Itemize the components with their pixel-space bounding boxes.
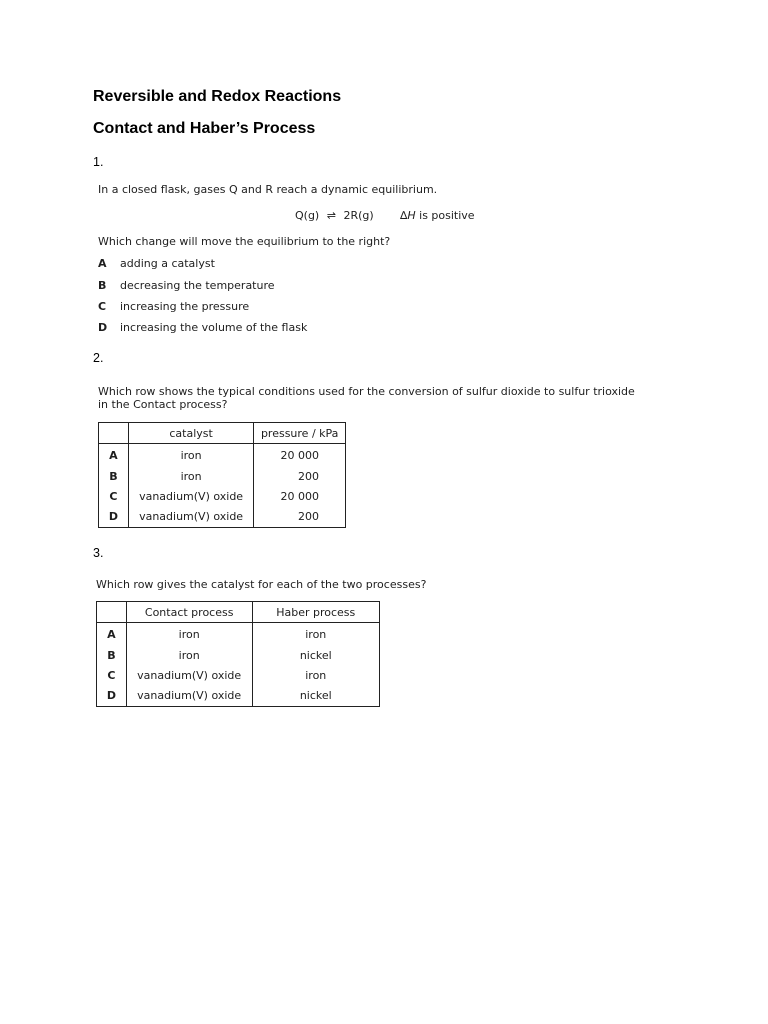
row-letter: C (99, 487, 129, 507)
table-header: pressure / kPa (254, 423, 346, 444)
contact-catalyst-cell: vanadium(V) oxide (126, 686, 252, 707)
pressure-cell: 20 000 (254, 487, 346, 507)
option-letter: D (98, 321, 108, 334)
pressure-cell: 200 (254, 467, 346, 487)
option-row (98, 279, 275, 292)
table-header: Haber process (252, 602, 379, 623)
table-row (97, 623, 380, 646)
row-letter: D (99, 507, 129, 528)
table-row (99, 487, 346, 507)
catalyst-cell: vanadium(V) oxide (128, 507, 254, 528)
option-row (98, 300, 250, 313)
table-header (99, 423, 129, 444)
haber-catalyst-cell: nickel (252, 686, 379, 707)
equation-left: Q(g) (295, 209, 320, 222)
row-letter: D (97, 686, 127, 707)
equation-right: 2R(g) (343, 209, 374, 222)
contact-catalyst-cell: iron (126, 623, 252, 646)
row-letter: B (99, 467, 129, 487)
question-2-number: 2. (93, 351, 104, 365)
enthalpy-text: is positive (415, 209, 475, 222)
table-row (99, 467, 346, 487)
question-3-prompt: Which row gives the catalyst for each of the two processes? (96, 578, 427, 591)
question-2-table (98, 422, 346, 528)
option-text: increasing the pressure (120, 300, 250, 313)
question-1-number: 1. (93, 155, 104, 169)
page-title: Reversible and Redox Reactions (93, 88, 342, 105)
option-letter: A (98, 257, 107, 270)
haber-catalyst-cell: iron (252, 666, 379, 686)
catalyst-cell: iron (128, 467, 254, 487)
question-2-prompt-line-2: in the Contact process? (98, 398, 228, 411)
table-header: Contact process (126, 602, 252, 623)
pressure-cell: 20 000 (254, 444, 346, 467)
option-row (98, 321, 308, 334)
contact-catalyst-cell: vanadium(V) oxide (126, 666, 252, 686)
option-text: decreasing the temperature (120, 279, 275, 292)
question-3-number: 3. (93, 546, 104, 560)
catalyst-cell: vanadium(V) oxide (128, 487, 254, 507)
pressure-cell: 200 (254, 507, 346, 528)
question-1-enthalpy (400, 209, 475, 222)
option-text: adding a catalyst (120, 257, 215, 270)
option-text: increasing the volume of the flask (120, 321, 308, 334)
option-row (98, 257, 215, 270)
option-letter: B (98, 279, 107, 292)
table-row (97, 646, 380, 666)
delta-symbol: ∆ (400, 209, 408, 222)
table-header-row (99, 423, 346, 444)
table-header-row (97, 602, 380, 623)
row-letter: A (97, 623, 127, 646)
page-subtitle: Contact and Haber’s Process (93, 120, 316, 137)
table-row (99, 444, 346, 467)
equilibrium-arrow-icon: ⇌ (326, 209, 336, 222)
table-header: catalyst (128, 423, 254, 444)
row-letter: C (97, 666, 127, 686)
haber-catalyst-cell: iron (252, 623, 379, 646)
option-letter: C (98, 300, 107, 313)
question-1-equation (295, 209, 374, 222)
question-2-prompt-line-1: Which row shows the typical conditions used for the conversion of sulfur dioxide to sulfur trioxide (98, 385, 635, 398)
table-row (97, 666, 380, 686)
table-row (97, 686, 380, 707)
contact-catalyst-cell: iron (126, 646, 252, 666)
enthalpy-variable: H (407, 209, 416, 222)
question-3-table (96, 601, 380, 707)
table-row (99, 507, 346, 528)
question-1-prompt: Which change will move the equilibrium to the right? (98, 235, 391, 248)
row-letter: A (99, 444, 129, 467)
catalyst-cell: iron (128, 444, 254, 467)
table-header (97, 602, 127, 623)
question-1-intro: In a closed flask, gases Q and R reach a dynamic equilibrium. (98, 183, 438, 196)
row-letter: B (97, 646, 127, 666)
haber-catalyst-cell: nickel (252, 646, 379, 666)
